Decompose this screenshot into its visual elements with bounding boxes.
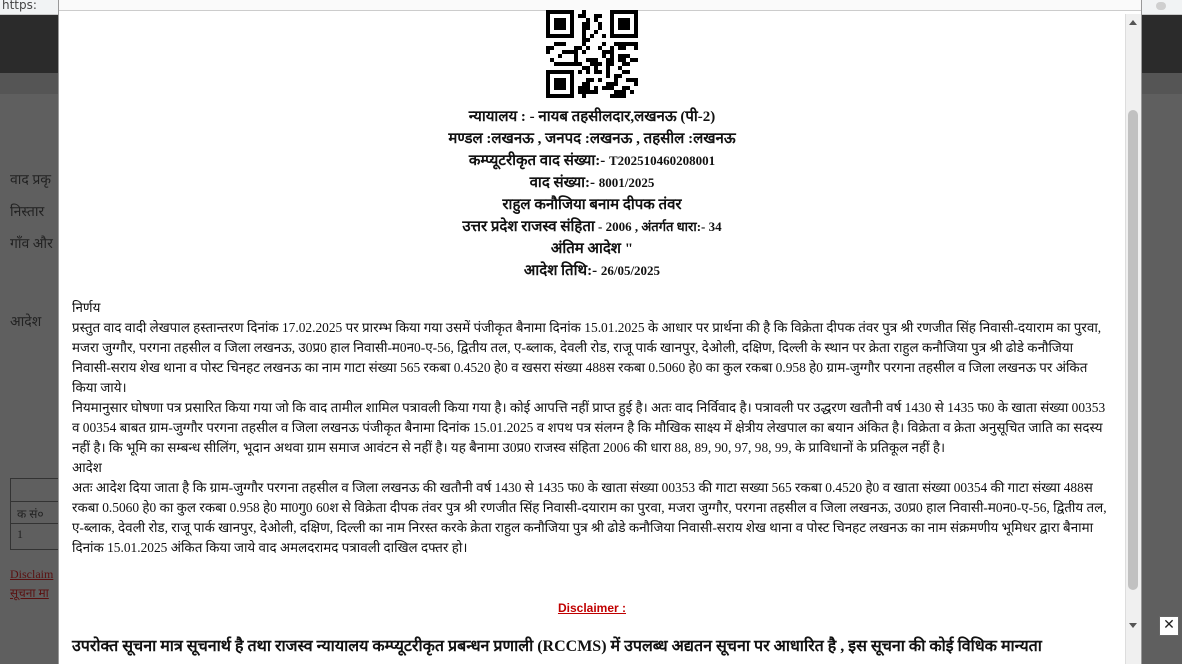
disclaimer-text: उपरोक्त सूचना मात्र सूचनार्थ है तथा राजस्व न्यायालय कम्प्यूटरीकृत प्रबन्धन प्रणाली (RCCMS) में उपलब्ध अद्यतन सूचना पर आधारित है , इस सूचना की कोई विधिक मान्यता (72, 638, 1042, 655)
modal-content (59, 0, 1125, 664)
background-text: वाद प्रकृ (10, 173, 52, 188)
computerized-case-line (59, 150, 1125, 170)
decision-heading: निर्णय (72, 300, 101, 315)
computerized-case-number: T202510460208001 (608, 153, 716, 168)
order-modal (58, 0, 1142, 664)
final-order-title: अंतिम आदेश " (550, 241, 634, 257)
background-table-header: क सं० (17, 507, 44, 521)
scroll-down-icon[interactable] (1129, 623, 1137, 628)
background-link[interactable]: सूचना मा (10, 586, 49, 600)
background-text: गाँव और (10, 237, 53, 252)
browser-menu-area (1142, 0, 1182, 14)
decision-paragraph-1: प्रस्तुत वाद वादी लेखपाल हस्तान्तरण दिनांक 17.02.2025 पर प्रारम्भ किया गया उसमें पंजीकृत बैनामा दिनांक 15.01.2025 के आधार पर प्रार्थना की है कि विक्रेता दीपक तंवर पुत्र श्री रणजीत सिंह निवासी-दयाराम का पुरवा, मजरा जुग्गौर, परगना तहसील व जिला लखनऊ, उ0प्र0 हाल निवासी-म0न0-ए-56, द्वितीय तल, ए-ब्लाक, देवली रोड, राजू पार्क खानपुर, देओली, दक्षिण, दिल्ली के स्थान पर क्रेता राहुल कनौजिया पुत्र श्री ढोडे कनौजिया निवासी-सराय शेख थाना व पोस्ट चिनहट लखनऊ का नाम गाटा संख्या 565 रकबा 0.4520 हे0 व खसरा संख्या 488स रकबा 0.5060 हे0 का कुल रकबा 0.958 हे0 ग्राम-जुग्गौर परगना तहसील व जिला लखनऊ पर अंकित किया जाये। (72, 320, 1102, 395)
background-text: आदेश (10, 315, 42, 330)
case-number-line (59, 172, 1125, 192)
order-heading: आदेश (72, 460, 102, 475)
case-number-label: वाद संख्या:- (529, 175, 599, 191)
decision-paragraph-2: नियमानुसार घोषणा पत्र प्रसारित किया गया जो कि वाद तामील शामिल पत्रावली किया गया है। कोई आपत्ति नहीं प्राप्त हुई है। अतः वाद निर्विवाद है। पत्रावली पर उद्धरण खतौनी वर्ष 1430 से 1435 फ0 के खाता संख्या 00353 व 00354 बाबत ग्राम-जुग्गौर परगना तहसील व जिला लखनऊ पंजीकृत बैनामा दिनांक 15.01.2025 व शपथ पत्र संलग्न है कि मौखिक साक्ष्य में क्षेत्रीय लेखपाल का बयान अंकित है। विक्रेता व क्रेता अनुसूचित जाति का सदस्य नहीं है। कि भूमि का सम्बन्ध सीलिंग, भूदान अथवा ग्राम समाज आवंटन से नहीं है। यह बैनामा उ0प्र0 राजस्व संहिता 2006 की धारा 88, 89, 90, 97, 98, 99, के प्राविधानों के प्रतिकूल नहीं है। (72, 400, 1106, 455)
scroll-up-icon[interactable] (1129, 20, 1137, 25)
location-line: मण्डल :लखनऊ , जनपद :लखनऊ , तहसील :लखनऊ (448, 131, 736, 147)
order-paragraph: अतः आदेश दिया जाता है कि ग्राम-जुग्गौर परगना तहसील व जिला लखनऊ की खतौनी वर्ष 1430 से 1435 फ0 के खाता संख्या 00353 की गाटा सख्या 565 रकबा 0.4520 हे0 व खाता संख्या 00354 की गाटा संख्या 488स रकबा 0.5060 हे0 का कुल रकबा 0.958 हे0 मा0गु0 60श से विक्रेता दीपक तंवर पुत्र श्री रणजीत सिंह निवासी-दयाराम का पुरवा, मजरा जुग्गौर, परगना तहसील व जिला लखनऊ, उ0प्र0 हाल निवासी-म0न0-ए-56, द्वितीय तल, ए-ब्लाक, देवली रोड, राजू पार्क खानपुर, देओली, दक्षिण, दिल्ली का नाम निरस्त करके क्रेता राहुल कनौजिया पुत्र श्री ढोडे कनौजिया निवासी-सराय शेख थाना व पोस्ट चिनहट लखनऊ का नाम संक्रमणीय भूमिधर द्वारा बैनामा दिनांक 15.01.2025 अंकित किया जाये वाद अमलदरामद पत्रावली दाखिल दफ्तर हो। (72, 480, 1107, 555)
order-date: 26/05/2025 (600, 263, 661, 278)
modal-scrollbar[interactable] (1125, 14, 1141, 664)
case-number: 8001/2025 (598, 175, 655, 190)
decision-section (72, 298, 1114, 558)
act-label: उत्तर प्रदेश राजस्व संहिता (462, 219, 595, 235)
disclaimer-title: Disclaimer : (557, 601, 627, 615)
scroll-thumb[interactable] (1128, 110, 1138, 590)
act-line (59, 216, 1125, 236)
background-text: निस्तार (10, 205, 45, 220)
act-section: - 2006 , अंतर्गत धारा:- 34 (594, 219, 722, 234)
order-date-line (59, 260, 1125, 280)
qr-code-icon (546, 10, 638, 98)
background-link[interactable]: Disclaim (10, 567, 54, 581)
order-date-label: आदेश तिथि:- (523, 263, 601, 279)
close-button[interactable]: ✕ (1159, 616, 1179, 636)
background-table-cell: 1 (17, 527, 23, 541)
parties-line: राहुल कनौजिया बनाम दीपक तंवर (502, 197, 682, 213)
address-bar-text[interactable]: https: (2, 0, 37, 12)
computerized-case-label: कम्प्यूटरीकृत वाद संख्या:- (468, 153, 609, 169)
profile-icon[interactable] (1156, 2, 1166, 10)
background-right-column (1140, 94, 1182, 664)
background-table (10, 478, 60, 550)
court-name: न्यायालय : - नायब तहसीलदार,लखनऊ (पी-2) (468, 109, 716, 125)
